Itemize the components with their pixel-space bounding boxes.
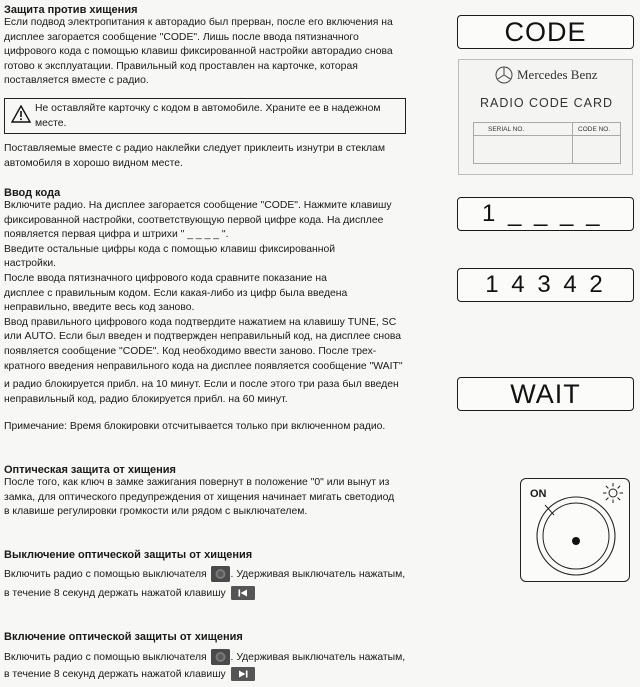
- sticker-paragraph: [4, 142, 408, 171]
- note-text: Примечание: Время блокировки отсчитывается только при включенном радио.: [4, 421, 386, 432]
- text-line: неправильно, введите весь код заново.: [4, 302, 195, 314]
- code-label: CODE NO.: [578, 126, 611, 133]
- optical-protection-paragraph: [4, 476, 408, 520]
- seek-forward-icon: [231, 667, 255, 681]
- text-line: кратного введения неправильного кода на дисплее появляется сообщение "WAIT": [4, 360, 403, 372]
- display-first-digit: [457, 197, 634, 231]
- display-wait: [457, 377, 634, 411]
- text-line: поставляется вместе с радио.: [4, 75, 149, 87]
- heading-code-entry: Ввод кода: [4, 187, 61, 199]
- mercedes-star-icon: [495, 66, 513, 84]
- text-line: дисплее с правильным кодом. Если какая-либо из цифр была введена: [4, 287, 348, 299]
- disable-optical-line-1: [4, 566, 424, 582]
- display-text: CODE: [504, 16, 587, 47]
- text-line: или AUTO. Если был введен и подтвержден неправильный код, на дисплее снова: [4, 331, 402, 343]
- text-line: цифрового кода с помощью клавиш фиксированной настройки автoрадио снова: [4, 46, 393, 58]
- display-text: 1 _ _ _ _: [482, 200, 603, 227]
- text-line: фиксированной настройки, соответствующую первой цифре кода. На дисплее: [4, 214, 384, 226]
- text-fragment: в течение 8 секунд держать нажатой клавишу: [4, 668, 226, 680]
- text-line: появляется сообщение "CODE". Код необходимо ввести заново. После трех-: [4, 345, 377, 357]
- text-line: автомобиля в хорошо видном месте.: [4, 157, 183, 169]
- text-line: дисплее загорается сообщение "CODE". Лишь после ввода пятизначного: [4, 31, 359, 43]
- display-text: WAIT: [510, 378, 581, 409]
- code-entry-paragraph: [4, 199, 406, 374]
- power-switch-icon: [211, 566, 230, 582]
- text-line: месте.: [35, 117, 67, 129]
- text-line: После того, как ключ в замке зажигания повернут в положение "0" или вынут из: [4, 477, 390, 488]
- warning-text: [35, 102, 401, 131]
- led-indicator: [572, 537, 580, 545]
- disable-optical-line-2: [4, 586, 424, 601]
- heading-enable-optical-protection: Включение оптической защиты от хищения: [4, 631, 243, 643]
- text-line: замка, для оптического предупреждения от хищения начинает мигать светодиод: [4, 491, 395, 503]
- display-full-code: [457, 268, 634, 302]
- heading-disable-optical-protection: Выключение оптической защиты от хищения: [4, 549, 253, 561]
- enable-optical-line-2: [4, 667, 424, 682]
- on-label: ON: [530, 488, 547, 500]
- text-line: После ввода пятизначного цифрового кода сравните показание на: [4, 272, 327, 284]
- text-fragment: Включить радио с помощью выключателя: [4, 651, 207, 663]
- radio-code-card: [458, 59, 633, 175]
- card-brand: Mercedes Benz: [517, 67, 598, 82]
- text-line: Поставляемые вместе с радио наклейки следует приклеить изнутри в стеклам: [4, 143, 385, 154]
- warning-box: [4, 98, 406, 134]
- text-line: Ввод правильного цифрового кода подтвердите нажатием на клавишу TUNE, SC: [4, 316, 397, 328]
- volume-knob-icon: [533, 493, 619, 579]
- text-line: и радио блокируется прибл. на 10 минут. Если и после этого три раза был введен: [4, 379, 399, 390]
- heading-theft-protection: Защита против хищения: [4, 4, 138, 16]
- power-switch-icon: [211, 649, 230, 665]
- text-line: неправильный код, радио блокируется прибл. на 60 минут.: [4, 393, 288, 405]
- warning-triangle-icon: [11, 105, 31, 123]
- display-text: 1 4 3 4 2: [485, 271, 606, 298]
- text-fragment: . Удерживая выключатель нажатым,: [230, 568, 406, 580]
- text-line: в клавише регулировки громкости или рядом с выключателем.: [4, 506, 308, 518]
- heading-optical-protection: Оптическая защита от хищения: [4, 464, 176, 476]
- card-fields: [473, 122, 621, 164]
- text-line: появляется первая цифра и штрихи " _ _ _ _ ".: [4, 229, 229, 241]
- text-line: Не оставляйте карточку с кодом в автомобиле. Храните ее в надежном: [35, 103, 381, 114]
- display-code: [457, 15, 634, 49]
- text-line: настройки.: [4, 258, 57, 270]
- serial-label: SERIAL NO.: [488, 126, 525, 133]
- text-fragment: в течение 8 секунд держать нажатой клавишу: [4, 587, 226, 599]
- on-switch-diagram: [520, 478, 630, 582]
- card-title: RADIO CODE CARD: [479, 96, 614, 110]
- seek-back-icon: [231, 586, 255, 600]
- text-line: Включите радио. На дисплее загорается сообщение "CODE". Нажмите клавишу: [4, 200, 392, 211]
- text-line: Введите остальные цифры кода с помощью клавиш фиксированной: [4, 243, 336, 255]
- enable-optical-line-1: [4, 649, 424, 665]
- theft-protection-paragraph: [4, 16, 406, 89]
- text-line: готово к эксплуатации. Правильный код проставлен на карточке, которая: [4, 60, 358, 72]
- text-line: Если подвод электропитания к автoрадио был прерван, после его включения на: [4, 17, 393, 28]
- code-entry-paragraph-continued: [4, 378, 408, 407]
- text-fragment: . Удерживая выключатель нажатым,: [230, 651, 406, 663]
- text-fragment: Включить радио с помощью выключателя: [4, 568, 207, 580]
